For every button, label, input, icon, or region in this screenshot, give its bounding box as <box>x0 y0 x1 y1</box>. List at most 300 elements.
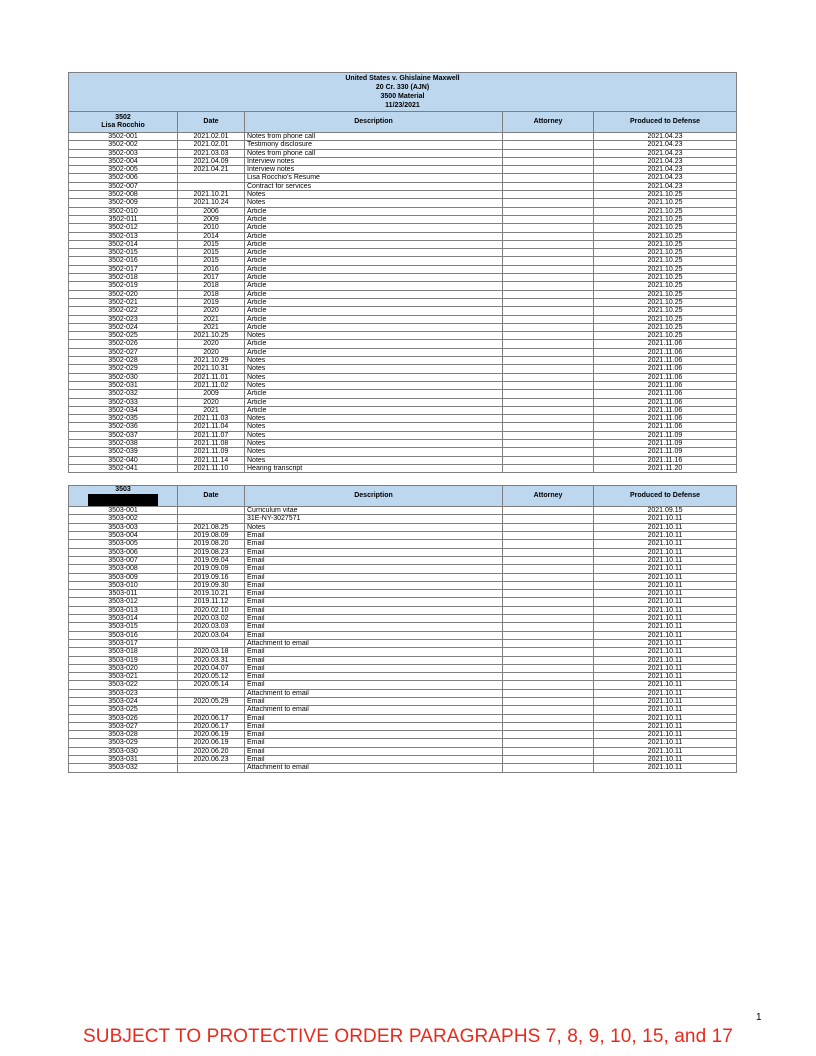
description-cell: Email <box>245 681 503 689</box>
item-id-cell: 3502-041 <box>69 464 178 472</box>
attorney-cell <box>503 590 594 598</box>
date-cell: 2020.05.29 <box>178 698 245 706</box>
produced-date-cell: 2021.11.06 <box>594 415 737 423</box>
description-cell: Email <box>245 556 503 564</box>
item-id-cell: 3503-030 <box>69 747 178 755</box>
attorney-cell <box>503 673 594 681</box>
attorney-cell <box>503 756 594 764</box>
attorney-cell <box>503 282 594 290</box>
description-cell: Notes <box>245 332 503 340</box>
table-row <box>69 439 737 447</box>
date-cell: 2020.03.03 <box>178 623 245 631</box>
description-cell: Article <box>245 348 503 356</box>
date-cell: 2020.06.17 <box>178 714 245 722</box>
item-id-cell: 3503-016 <box>69 631 178 639</box>
item-id-cell: 3503-017 <box>69 639 178 647</box>
attorney-cell <box>503 224 594 232</box>
date-cell <box>178 515 245 523</box>
produced-date-cell: 2021.10.11 <box>594 689 737 697</box>
attorney-cell <box>503 656 594 664</box>
attorney-cell <box>503 174 594 182</box>
attorney-cell <box>503 623 594 631</box>
case-name: United States v. Ghislaine Maxwell <box>345 75 460 82</box>
description-cell: Contract for services <box>245 182 503 190</box>
table-row <box>69 149 737 157</box>
date-cell: 2021.04.09 <box>178 157 245 165</box>
table-row <box>69 548 737 556</box>
table-row <box>69 199 737 207</box>
produced-date-cell: 2021.11.06 <box>594 423 737 431</box>
attorney-cell <box>503 722 594 730</box>
date-cell <box>178 639 245 647</box>
item-id-cell: 3503-011 <box>69 590 178 598</box>
attorney-cell <box>503 573 594 581</box>
description-cell: Email <box>245 656 503 664</box>
description-cell: Notes <box>245 456 503 464</box>
date-cell: 2021.03.03 <box>178 149 245 157</box>
item-id-cell: 3503-026 <box>69 714 178 722</box>
description-cell: Notes <box>245 365 503 373</box>
date-cell: 2020 <box>178 340 245 348</box>
produced-date-cell: 2021.10.11 <box>594 623 737 631</box>
item-id-cell: 3502-014 <box>69 240 178 248</box>
item-id-cell: 3503-002 <box>69 515 178 523</box>
description-cell: Interview notes <box>245 166 503 174</box>
produced-date-cell: 2021.04.23 <box>594 157 737 165</box>
attorney-cell <box>503 398 594 406</box>
attorney-cell <box>503 257 594 265</box>
date-cell: 2016 <box>178 265 245 273</box>
table-row <box>69 431 737 439</box>
produced-date-cell: 2021.10.11 <box>594 598 737 606</box>
produced-date-cell: 2021.11.06 <box>594 340 737 348</box>
attorney-cell <box>503 415 594 423</box>
item-id-cell: 3502-038 <box>69 439 178 447</box>
produced-date-cell: 2021.10.11 <box>594 673 737 681</box>
table-row <box>69 373 737 381</box>
item-id-cell: 3503-012 <box>69 598 178 606</box>
table-row <box>69 565 737 573</box>
table-row <box>69 606 737 614</box>
produced-date-cell: 2021.04.23 <box>594 166 737 174</box>
item-id-cell: 3503-008 <box>69 565 178 573</box>
table-row <box>69 664 737 672</box>
item-id-cell: 3503-003 <box>69 523 178 531</box>
date-cell: 2021.11.03 <box>178 415 245 423</box>
item-id-cell: 3502-003 <box>69 149 178 157</box>
produced-date-cell: 2021.10.25 <box>594 207 737 215</box>
produced-date-cell: 2021.10.25 <box>594 274 737 282</box>
section2-id-header <box>69 486 178 507</box>
attorney-cell <box>503 298 594 306</box>
produced-date-cell: 2021.10.11 <box>594 573 737 581</box>
item-id-cell: 3502-007 <box>69 182 178 190</box>
produced-date-cell: 2021.10.25 <box>594 265 737 273</box>
item-id-cell: 3502-033 <box>69 398 178 406</box>
date-cell <box>178 689 245 697</box>
description-cell: Email <box>245 532 503 540</box>
produced-date-cell: 2021.10.25 <box>594 315 737 323</box>
attorney-cell <box>503 606 594 614</box>
description-column-header-2: Description <box>245 486 503 507</box>
item-id-cell: 3502-030 <box>69 373 178 381</box>
date-cell: 2019.08.23 <box>178 548 245 556</box>
description-column-header: Description <box>245 112 503 133</box>
attorney-cell <box>503 739 594 747</box>
item-id-cell: 3502-001 <box>69 133 178 141</box>
attorney-cell <box>503 357 594 365</box>
produced-date-cell: 2021.10.11 <box>594 739 737 747</box>
item-id-cell: 3502-020 <box>69 290 178 298</box>
item-id-cell: 3502-034 <box>69 406 178 414</box>
item-id-cell: 3502-035 <box>69 415 178 423</box>
table-row <box>69 249 737 257</box>
attorney-cell <box>503 706 594 714</box>
attorney-cell <box>503 448 594 456</box>
description-cell: Email <box>245 714 503 722</box>
produced-date-cell: 2021.10.11 <box>594 540 737 548</box>
attorney-cell <box>503 764 594 772</box>
attorney-cell <box>503 731 594 739</box>
table-row <box>69 207 737 215</box>
date-cell: 2017 <box>178 274 245 282</box>
document-date: 11/23/2021 <box>385 102 420 109</box>
table-row <box>69 191 737 199</box>
description-cell: Notes <box>245 357 503 365</box>
description-cell: Hearing transcript <box>245 464 503 472</box>
item-id-cell: 3503-014 <box>69 615 178 623</box>
date-cell: 2020.06.17 <box>178 722 245 730</box>
table-row <box>69 739 737 747</box>
date-cell: 2019 <box>178 298 245 306</box>
date-cell: 2020 <box>178 307 245 315</box>
description-cell: Email <box>245 573 503 581</box>
date-cell: 2021.10.24 <box>178 199 245 207</box>
attorney-cell <box>503 548 594 556</box>
date-cell: 2019.09.04 <box>178 556 245 564</box>
date-cell: 2021.11.14 <box>178 456 245 464</box>
date-cell: 2018 <box>178 282 245 290</box>
item-id-cell: 3502-022 <box>69 307 178 315</box>
exhibit-table-section2 <box>68 485 737 773</box>
produced-date-cell: 2021.10.11 <box>594 714 737 722</box>
description-cell: Email <box>245 598 503 606</box>
date-cell: 2020.02.10 <box>178 606 245 614</box>
table-row <box>69 598 737 606</box>
description-cell: Notes <box>245 191 503 199</box>
item-id-cell: 3503-013 <box>69 606 178 614</box>
date-cell: 2020 <box>178 348 245 356</box>
item-id-cell: 3502-017 <box>69 265 178 273</box>
produced-date-cell: 2021.10.11 <box>594 656 737 664</box>
produced-date-cell: 2021.10.11 <box>594 756 737 764</box>
table-row <box>69 406 737 414</box>
table-row <box>69 615 737 623</box>
table-row <box>69 166 737 174</box>
table-row <box>69 590 737 598</box>
date-cell <box>178 182 245 190</box>
attorney-cell <box>503 540 594 548</box>
produced-date-cell: 2021.11.06 <box>594 348 737 356</box>
section2-id-label: 3503 <box>115 486 131 494</box>
date-cell: 2020.03.18 <box>178 648 245 656</box>
description-cell: Notes <box>245 439 503 447</box>
date-cell: 2006 <box>178 207 245 215</box>
attorney-cell <box>503 664 594 672</box>
description-cell: Email <box>245 747 503 755</box>
page-number: 1 <box>756 1012 762 1023</box>
description-cell: Article <box>245 282 503 290</box>
attorney-cell <box>503 556 594 564</box>
produced-date-cell: 2021.10.11 <box>594 664 737 672</box>
description-cell: Article <box>245 207 503 215</box>
table-row <box>69 581 737 589</box>
item-id-cell: 3503-024 <box>69 698 178 706</box>
description-cell: Email <box>245 540 503 548</box>
table-row <box>69 315 737 323</box>
attorney-cell <box>503 714 594 722</box>
date-cell: 2009 <box>178 390 245 398</box>
attorney-cell <box>503 133 594 141</box>
date-cell: 2020.03.04 <box>178 631 245 639</box>
table-row <box>69 631 737 639</box>
description-cell: Email <box>245 648 503 656</box>
table-row <box>69 731 737 739</box>
table-row <box>69 523 737 531</box>
description-cell: Email <box>245 756 503 764</box>
date-cell: 2021.02.01 <box>178 141 245 149</box>
attorney-cell <box>503 381 594 389</box>
item-id-cell: 3502-008 <box>69 191 178 199</box>
item-id-cell: 3503-032 <box>69 764 178 772</box>
table-row <box>69 532 737 540</box>
description-cell: Email <box>245 664 503 672</box>
item-id-cell: 3502-010 <box>69 207 178 215</box>
table-row <box>69 390 737 398</box>
description-cell: Article <box>245 265 503 273</box>
date-cell: 2019.09.09 <box>178 565 245 573</box>
date-cell: 2015 <box>178 249 245 257</box>
date-cell: 2019.10.21 <box>178 590 245 598</box>
produced-column-header-2: Produced to Defense <box>594 486 737 507</box>
produced-date-cell: 2021.10.25 <box>594 199 737 207</box>
attorney-cell <box>503 515 594 523</box>
item-id-cell: 3503-019 <box>69 656 178 664</box>
item-id-cell: 3502-025 <box>69 332 178 340</box>
date-cell: 2021 <box>178 323 245 331</box>
attorney-cell <box>503 598 594 606</box>
produced-date-cell: 2021.04.23 <box>594 133 737 141</box>
table-row <box>69 240 737 248</box>
table-row <box>69 656 737 664</box>
produced-date-cell: 2021.11.06 <box>594 398 737 406</box>
description-cell: Email <box>245 548 503 556</box>
date-cell: 2018 <box>178 290 245 298</box>
table-row <box>69 357 737 365</box>
produced-date-cell: 2021.10.11 <box>594 548 737 556</box>
table-row <box>69 706 737 714</box>
table-row <box>69 714 737 722</box>
item-id-cell: 3502-019 <box>69 282 178 290</box>
table-row <box>69 348 737 356</box>
attorney-cell <box>503 348 594 356</box>
attorney-cell <box>503 507 594 515</box>
item-id-cell: 3503-001 <box>69 507 178 515</box>
date-cell: 2021 <box>178 315 245 323</box>
date-cell: 2021.04.21 <box>178 166 245 174</box>
table-row <box>69 340 737 348</box>
attorney-cell <box>503 207 594 215</box>
attorney-cell <box>503 240 594 248</box>
date-cell: 2021 <box>178 406 245 414</box>
description-cell: Email <box>245 590 503 598</box>
table-row <box>69 673 737 681</box>
table-row <box>69 282 737 290</box>
produced-date-cell: 2021.10.11 <box>594 581 737 589</box>
attorney-cell <box>503 332 594 340</box>
date-column-header: Date <box>178 112 245 133</box>
produced-date-cell: 2021.11.20 <box>594 464 737 472</box>
produced-date-cell: 2021.10.25 <box>594 232 737 240</box>
exhibit-table <box>68 72 737 473</box>
redaction-bar <box>88 494 158 506</box>
attorney-cell <box>503 565 594 573</box>
date-cell: 2021.10.31 <box>178 365 245 373</box>
section1-witness-name: Lisa Rocchio <box>101 122 145 129</box>
description-cell: Article <box>245 315 503 323</box>
table-row <box>69 722 737 730</box>
protective-order-footer: SUBJECT TO PROTECTIVE ORDER PARAGRAPHS 7, 8, 9, 10, 15, and 17 <box>83 1026 733 1047</box>
date-cell: 2021.08.25 <box>178 523 245 531</box>
produced-date-cell: 2021.10.11 <box>594 698 737 706</box>
table-row <box>69 307 737 315</box>
item-id-cell: 3503-006 <box>69 548 178 556</box>
description-cell: Attachment to email <box>245 706 503 714</box>
date-cell: 2020.06.20 <box>178 747 245 755</box>
produced-date-cell: 2021.10.25 <box>594 249 737 257</box>
item-id-cell: 3503-031 <box>69 756 178 764</box>
item-id-cell: 3502-037 <box>69 431 178 439</box>
date-cell: 2020.05.12 <box>178 673 245 681</box>
date-cell: 2020.05.14 <box>178 681 245 689</box>
item-id-cell: 3502-032 <box>69 390 178 398</box>
attorney-cell <box>503 456 594 464</box>
item-id-cell: 3502-036 <box>69 423 178 431</box>
description-cell: Lisa Rocchio's Resume <box>245 174 503 182</box>
description-cell: Notes <box>245 199 503 207</box>
produced-date-cell: 2021.10.25 <box>594 332 737 340</box>
attorney-cell <box>503 166 594 174</box>
table-row <box>69 365 737 373</box>
section1-id-label: 3502 <box>115 114 131 121</box>
date-cell: 2021.11.09 <box>178 448 245 456</box>
table-row <box>69 290 737 298</box>
section-gap <box>68 473 736 485</box>
description-cell: Email <box>245 673 503 681</box>
description-cell: Email <box>245 731 503 739</box>
date-cell: 2009 <box>178 215 245 223</box>
table-row <box>69 698 737 706</box>
date-cell: 2021.02.01 <box>178 133 245 141</box>
description-cell: Email <box>245 606 503 614</box>
section1-header-row <box>69 112 737 133</box>
description-cell: Notes <box>245 448 503 456</box>
table-row <box>69 540 737 548</box>
item-id-cell: 3502-026 <box>69 340 178 348</box>
produced-date-cell: 2021.10.11 <box>594 556 737 564</box>
produced-date-cell: 2021.11.06 <box>594 365 737 373</box>
produced-date-cell: 2021.11.09 <box>594 431 737 439</box>
item-id-cell: 3503-028 <box>69 731 178 739</box>
item-id-cell: 3502-023 <box>69 315 178 323</box>
produced-date-cell: 2021.04.23 <box>594 174 737 182</box>
item-id-cell: 3502-028 <box>69 357 178 365</box>
description-cell: Article <box>245 323 503 331</box>
table-row <box>69 689 737 697</box>
produced-date-cell: 2021.10.25 <box>594 215 737 223</box>
attorney-cell <box>503 406 594 414</box>
date-cell: 2019.08.20 <box>178 540 245 548</box>
description-cell: Email <box>245 581 503 589</box>
description-cell: Email <box>245 698 503 706</box>
attorney-cell <box>503 689 594 697</box>
produced-date-cell: 2021.04.23 <box>594 141 737 149</box>
table-row <box>69 224 737 232</box>
description-cell: 31E-NY-3027571 <box>245 515 503 523</box>
description-cell: Notes from phone call <box>245 133 503 141</box>
attorney-cell <box>503 639 594 647</box>
produced-date-cell: 2021.10.11 <box>594 747 737 755</box>
table-row <box>69 464 737 472</box>
attorney-cell <box>503 532 594 540</box>
table-row <box>69 332 737 340</box>
description-cell: Email <box>245 615 503 623</box>
table-row <box>69 556 737 564</box>
date-cell: 2021.11.02 <box>178 381 245 389</box>
case-number: 20 Cr. 330 (AJN) <box>375 84 430 91</box>
description-cell: Email <box>245 722 503 730</box>
table-row <box>69 456 737 464</box>
table-row <box>69 323 737 331</box>
attorney-cell <box>503 390 594 398</box>
produced-date-cell: 2021.10.11 <box>594 606 737 614</box>
produced-date-cell: 2021.10.25 <box>594 240 737 248</box>
attorney-cell <box>503 631 594 639</box>
description-cell: Article <box>245 290 503 298</box>
produced-date-cell: 2021.10.11 <box>594 706 737 714</box>
description-cell: Article <box>245 406 503 414</box>
table-row <box>69 623 737 631</box>
produced-date-cell: 2021.10.25 <box>594 323 737 331</box>
produced-date-cell: 2021.04.23 <box>594 149 737 157</box>
attorney-cell <box>503 681 594 689</box>
item-id-cell: 3503-029 <box>69 739 178 747</box>
description-cell: Email <box>245 565 503 573</box>
item-id-cell: 3502-016 <box>69 257 178 265</box>
attorney-cell <box>503 307 594 315</box>
table-row <box>69 764 737 772</box>
date-cell: 2019.09.30 <box>178 581 245 589</box>
description-cell: Article <box>245 340 503 348</box>
attorney-cell <box>503 249 594 257</box>
produced-date-cell: 2021.10.11 <box>594 523 737 531</box>
produced-date-cell: 2021.10.25 <box>594 224 737 232</box>
item-id-cell: 3503-018 <box>69 648 178 656</box>
item-id-cell: 3502-021 <box>69 298 178 306</box>
description-cell: Attachment to email <box>245 764 503 772</box>
table-row <box>69 141 737 149</box>
date-cell: 2021.10.29 <box>178 357 245 365</box>
